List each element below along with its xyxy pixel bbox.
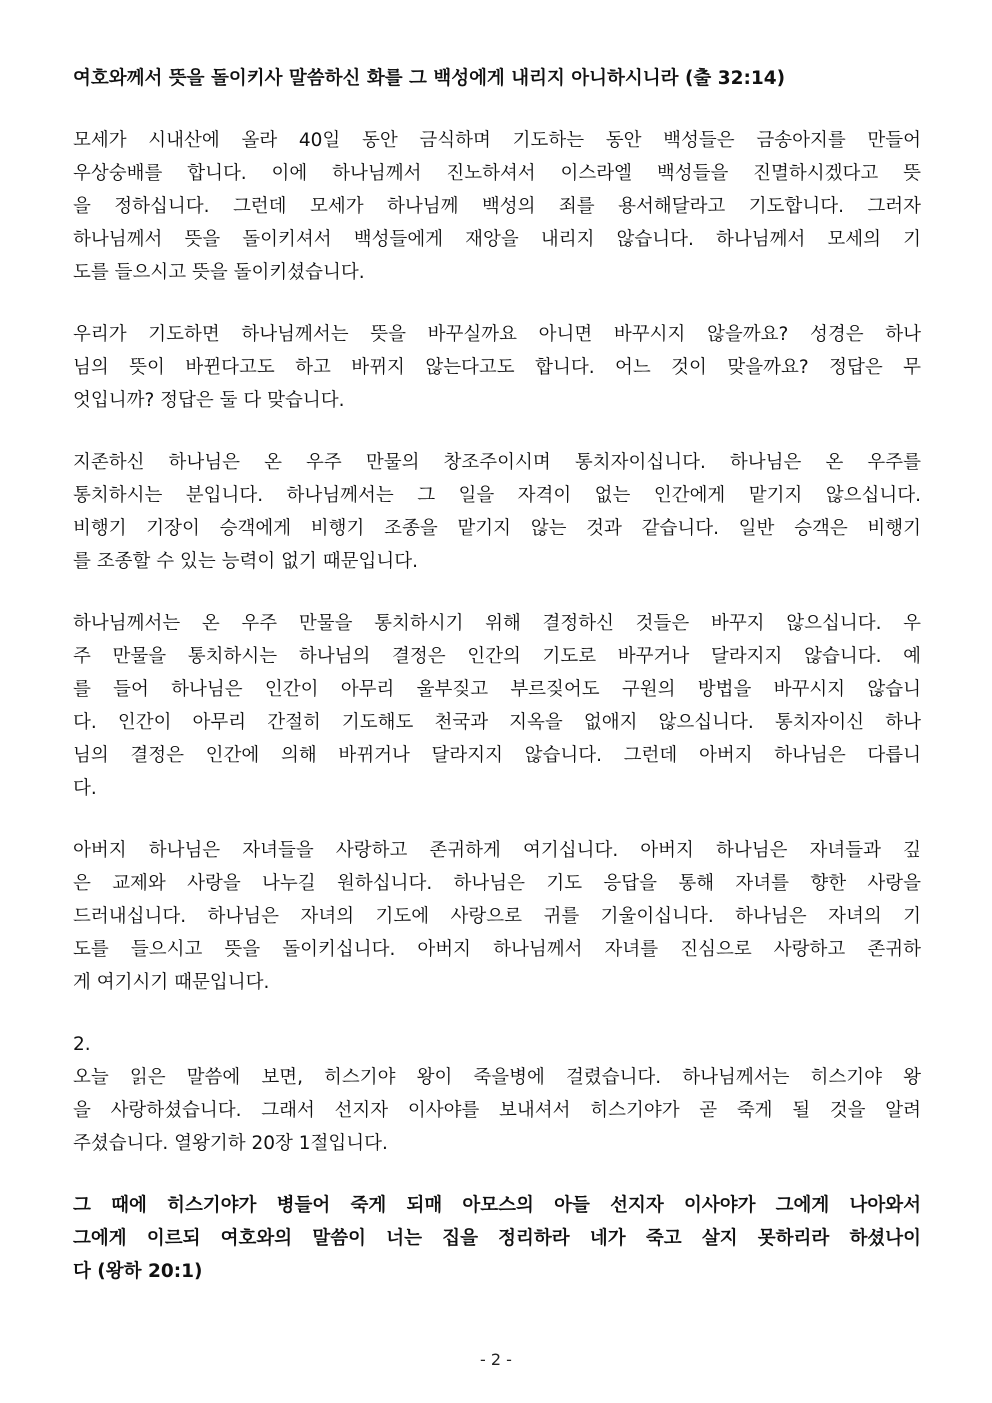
text-line: 게 여기시기 때문입니다. [73,972,270,993]
text-line: 주셨습니다. 열왕기하 20장 1절입니다. [73,1133,388,1154]
text-line: 을 사랑하셨습니다. 그래서 선지자 이사야를 보내셔서 히스기야가 곧 죽게 될 것을 알려 [73,1100,921,1121]
text-line: 님의 결정은 인간에 의해 바뀌거나 달라지지 않습니다. 그런데 아버지 하나님은 다릅니 [73,745,921,766]
text-line: 다. [73,778,97,799]
page-number: - 2 - [480,1350,512,1369]
paragraph-sovereign-god [73,446,921,578]
text-line: 우리가 기도하면 하나님께서는 뜻을 바꾸실까요 아니면 바꾸시지 않을까요? 성경은 하나 [73,324,921,345]
text-line: 오늘 읽은 말씀에 보면, 히스기야 왕이 죽을병에 걸렸습니다. 하나님께서는 히스기야 왕 [73,1067,921,1088]
text-line: 엇입니까? 정답은 둘 다 맞습니다. [73,390,345,411]
text-line: 아버지 하나님은 자녀들을 사랑하고 존귀하게 여기십니다. 아버지 하나님은 자녀들과 깊 [73,840,921,861]
text-line: 하나님께서 뜻을 돌이키셔서 백성들에게 재앙을 내리지 않습니다. 하나님께서 모세의 기 [73,229,921,250]
text-line: 모세가 시내산에 올라 40일 동안 금식하며 기도하는 동안 백성들은 금송아지를 만들어 [73,130,921,151]
text-line: 도를 들으시고 뜻을 돌이키셨습니다. [73,262,365,283]
text-line: 다. 인간이 아무리 간절히 기도해도 천국과 지옥을 없애지 않으십니다. 통치자이신 하나 [73,712,921,733]
text-line: 을 정하십니다. 그런데 모세가 하나님께 백성의 죄를 용서해달라고 기도합니다. 그러자 [73,196,921,217]
section-2-hezekiah [73,1028,921,1160]
text-line: 우상숭배를 합니다. 이에 하나님께서 진노하셔서 이스라엘 백성들을 진멸하시겠다고 뜻 [73,163,921,184]
text-line: 그 때에 히스기야가 병들어 죽게 되매 아모스의 아들 선지자 이사야가 그에게 나아와서 [73,1195,921,1216]
paragraph-question [73,318,921,417]
text-line: 님의 뜻이 바뀐다고도 하고 바뀌지 않는다고도 합니다. 어느 것이 맞을까요? 정답은 무 [73,357,921,378]
text-line: 은 교제와 사랑을 나누길 원하십니다. 하나님은 기도 응답을 통해 자녀를 향한 사랑을 [73,873,921,894]
text-line: 주 만물을 통치하시는 하나님의 결정은 인간의 기도로 바꾸거나 달라지지 않습니다. 예 [73,646,921,667]
text-line: 를 조종할 수 있는 능력이 없기 때문입니다. [73,551,418,572]
scripture-quote-2kings [73,1189,921,1288]
text-line: 드러내십니다. 하나님은 자녀의 기도에 사랑으로 귀를 기울이십니다. 하나님은 자녀의 기 [73,906,921,927]
text-line: 비행기 기장이 승객에게 비행기 조종을 맡기지 않는 것과 같습니다. 일반 승객은 비행기 [73,518,921,539]
text-line: 통치하시는 분입니다. 하나님께서는 그 일을 자격이 없는 인간에게 맡기지 않으십니다. [73,485,921,506]
text-line: 를 들어 하나님은 인간이 아무리 울부짖고 부르짖어도 구원의 방법을 바꾸시지 않습니 [73,679,921,700]
text-line: 하나님께서는 온 우주 만물을 통치하시기 위해 결정하신 것들은 바꾸지 않으십니다. 우 [73,613,921,634]
paragraph-father-god [73,834,921,999]
text-line: 다 (왕하 20:1) [73,1261,203,1282]
section-number: 2. [73,1034,91,1055]
text-line: 여호와께서 뜻을 돌이키사 말씀하신 화를 그 백성에게 내리지 아니하시니라 (출 32:14) [73,68,786,89]
text-line: 도를 들으시고 뜻을 돌이키십니다. 아버지 하나님께서 자녀를 진심으로 사랑하고 존귀하 [73,939,921,960]
scripture-quote-exodus [73,62,921,95]
paragraph-moses-prayer [73,124,921,289]
document-body [73,62,921,1317]
text-line: 지존하신 하나님은 온 우주 만물의 창조주이시며 통치자이십니다. 하나님은 온 우주를 [73,452,921,473]
paragraph-unchanging-decisions [73,607,921,805]
text-line: 그에게 이르되 여호와의 말씀이 너는 집을 정리하라 네가 죽고 살지 못하리라 하셨나이 [73,1228,921,1249]
